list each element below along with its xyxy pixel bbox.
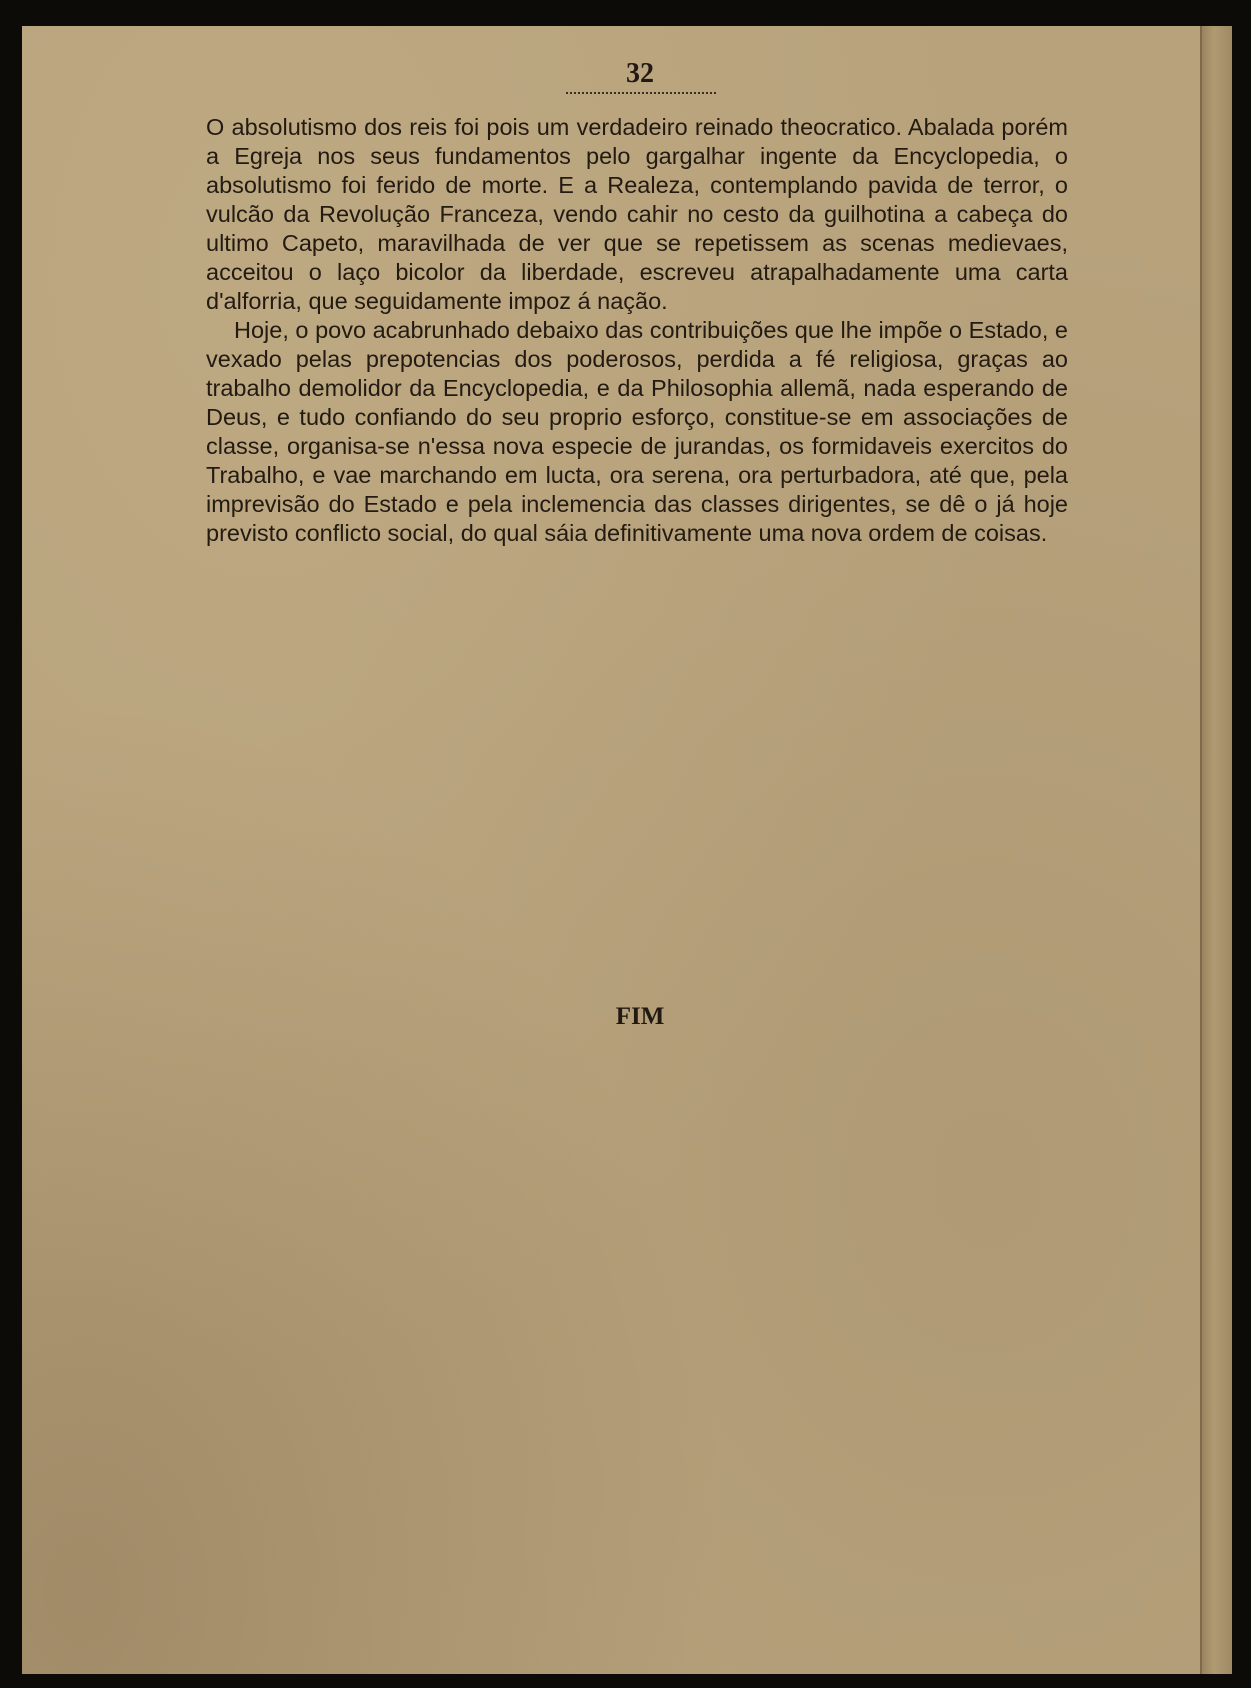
page-number-rule: [566, 92, 716, 94]
body-text: [206, 113, 1068, 548]
paragraph-absolutismo: O absolutismo dos reis foi pois um verdadeiro reinado theocratico. Abalada porém a Egreja nos seus fundamentos pelo gargalhar ingente da Encyclopedia, o absolutismo foi ferido de morte. E a Realeza, contemplando pavida de terror, o vulcão da Revolução Franceza, vendo cahir no cesto da guilhotina a cabeça do ultimo Capeto, maravilhada de ver que se repetissem as scenas medievaes, acceitou o laço bicolor da liberdade, escreveu atrapalhadamente uma carta d'alforria, que seguidamente impoz á nação.: [206, 114, 1068, 314]
page-spine-edge: [1200, 26, 1232, 1674]
paragraph-hoje: Hoje, o povo acabrunhado debaixo das contribuições que lhe impõe o Estado, e vexado pelas prepotencias dos poderosos, perdida a fé religiosa, graças ao trabalho demolidor da Encyclopedia, e da Philosophia allemã, nada esperando de Deus, e tudo confiando do seu proprio esforço, constitue-se em associações de classe, organisa-se n'essa nova especie de jurandas, os formidaveis exercitos do Trabalho, e vae marchando em lucta, ora serena, ora perturbadora, até que, pela imprevisão do Estado e pela inclemencia das classes dirigentes, se dê o já hoje previsto conflicto social, do qual sáia definitivamente uma nova ordem de coisas.: [206, 317, 1068, 546]
end-mark: FIM: [615, 1003, 665, 1030]
page-number: 32: [626, 58, 654, 89]
